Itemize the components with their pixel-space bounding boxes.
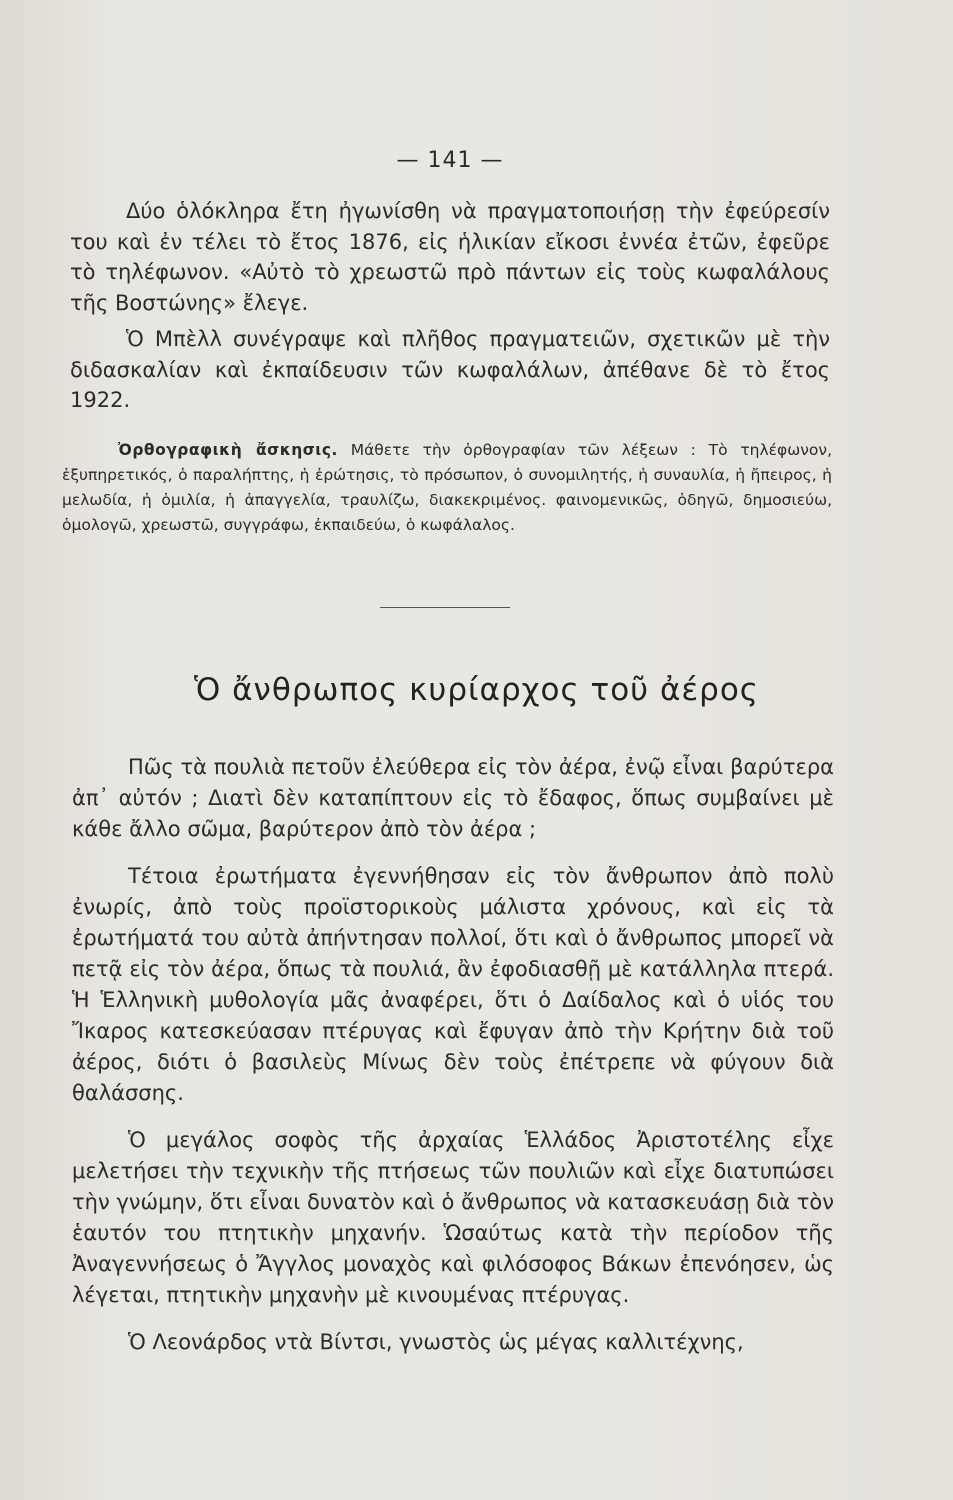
exercise-title: Ὀρθογραφικὴ ἄσκησις. [118,441,338,459]
article-body [72,752,834,1358]
intro-paragraph-2: Ὁ Μπὲλλ συνέγραψε καὶ πλῆθος πραγματειῶν, σχετικῶν μὲ τὴν διδασκαλίαν καὶ ἐκπαίδευσιν τῶν κωφαλάλων, ἀπέθανε δὲ τὸ ἔτος 1922. [70,327,830,412]
page-number: — 141 — [396,148,504,173]
exercise-text: Μάθετε τὴν ὀρθογραφίαν τῶν λέξεων : Τὸ τηλέφωνον, ἐξυπηρετικός, ὁ παραλήπτης, ἡ ἐρώτησις, τὸ πρόσωπον, ὁ συνομιλητής, ἡ συναυλία, ἡ ἤπειρος, ἡ μελωδία, ἡ ὁμιλία, ἡ ἀπαγγελία, τραυλίζω, διακεκριμένος. φαινομενικῶς, ὁδηγῶ, δημοσιεύω, ὁμολογῶ, χρεωστῶ, συγγράφω, ἐκπαιδεύω, ὁ κωφάλαλος. [62,441,832,534]
section-divider [380,607,510,608]
body-paragraph-1: Πῶς τὰ πουλιὰ πετοῦν ἐλεύθερα εἰς τὸν ἀέρα, ἐνῷ εἶναι βαρύτερα ἀπ᾿ αὐτόν ; Διατὶ δὲν καταπίπτουν εἰς τὸ ἔδαφος, ὅπως συμβαίνει μὲ κάθε ἄλλο σῶμα, βαρύτερον ἀπὸ τὸν ἀέρα ; [72,755,834,841]
spelling-exercise [62,438,832,538]
body-paragraph-4: Ὁ Λεονάρδος ντὰ Βίντσι, γνωστὸς ὡς μέγας καλλιτέχνης, [128,1330,744,1354]
body-paragraph-2: Τέτοια ἐρωτήματα ἐγεννήθησαν εἰς τὸν ἄνθρωπον ἀπὸ πολὺ ἐνωρίς, ἀπὸ τοὺς προϊστορικοὺς μάλιστα χρόνους, καὶ εἰς τὰ ἐρωτήματά του αὐτὰ ἀπήντησαν πολλοί, ὅτι καὶ ὁ ἄνθρωπος μπορεῖ νὰ πετᾷ εἰς τὸν ἀέρα, ὅπως τὰ πουλιά, ἂν ἐφοδιασθῇ μὲ κατάλληλα πτερά. Ἡ Ἑλληνικὴ μυθολογία μᾶς ἀναφέρει, ὅτι ὁ Δαίδαλος καὶ ὁ υἱός του Ἴκαρος κατεσκεύασαν πτέρυγας καὶ ἔφυγαν ἀπὸ τὴν Κρήτην διὰ τοῦ ἀέρος, διότι ὁ βασιλεὺς Μίνως δὲν τοὺς ἐπέτρεπε νὰ φύγουν διὰ θαλάσσης. [72,864,834,1105]
body-paragraph-3: Ὁ μεγάλος σοφὸς τῆς ἀρχαίας Ἑλλάδος Ἀριστοτέλης εἶχε μελετήσει τὴν τεχνικὴν τῆς πτήσεως τῶν πουλιῶν καὶ εἶχε διατυπώσει τὴν γνώμην, ὅτι εἶναι δυνατὸν καὶ ὁ ἄνθρωπος νὰ κατασκευάσῃ διὰ τὸν ἑαυτόν του πτητικὴν μηχανήν. Ὡσαύτως κατὰ τὴν περίοδον τῆς Ἀναγεννήσεως ὁ Ἄγγλος μοναχὸς καὶ φιλόσοφος Βάκων ἐπενόησεν, ὡς λέγεται, πτητικὴν μηχανὴν μὲ κινουμένας πτέρυγας. [72,1128,834,1307]
intro-paragraph-1: Δύο ὁλόκληρα ἔτη ἠγωνίσθη νὰ πραγματοποιήσῃ τὴν ἐφεύρεσίν του καὶ ἐν τέλει τὸ ἔτος 1876, εἰς ἡλικίαν εἴκοσι ἐννέα ἐτῶν, ἐφεῦρε τὸ τηλέφωνον. «Αὐτὸ τὸ χρεωστῶ πρὸ πάντων εἰς τοὺς κωφαλάλους τῆς Βοστώνης» ἔλεγε. [70,199,830,315]
section-heading: Ὁ ἄνθρωπος κυρίαρχος τοῦ ἀέρος [193,672,760,708]
intro-section [70,196,830,416]
